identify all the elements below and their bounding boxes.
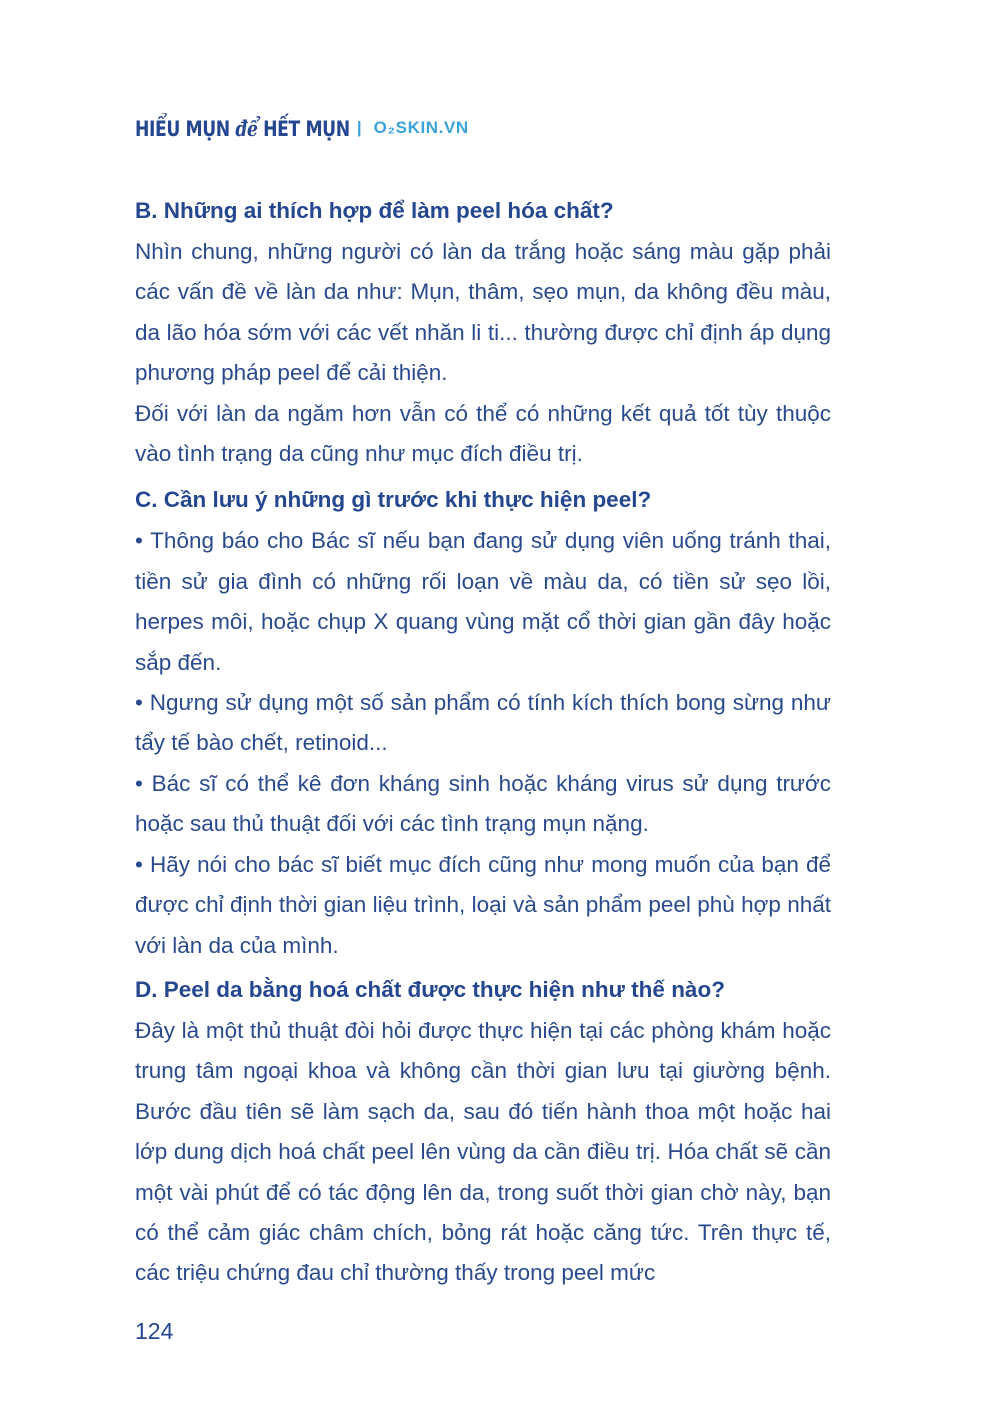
page-body	[135, 192, 831, 1294]
bullet-item: • Ngưng sử dụng một số sản phẩm có tính kích thích bong sừng như tẩy tế bào chết, retinoid...	[135, 690, 831, 756]
book-title	[135, 116, 350, 141]
section-heading: D. Peel da bằng hoá chất được thực hiện như thế nào?	[135, 976, 725, 1002]
section-b	[135, 192, 831, 474]
book-title-part2: HẾT MỤN	[263, 116, 350, 141]
section-heading: B. Những ai thích hợp để làm peel hóa chất?	[135, 198, 614, 223]
bullet-item: • Hãy nói cho bác sĩ biết mục đích cũng như mong muốn của bạn để được chỉ định thời gian liệu trình, loại và sản phẩm peel phù hợp nhất với làn da của mình.	[135, 851, 831, 958]
running-header	[135, 113, 469, 143]
bullet-item: • Bác sĩ có thể kê đơn kháng sinh hoặc kháng virus sử dụng trước hoặc sau thủ thuật đối với các tình trạng mụn nặng.	[135, 770, 831, 837]
paragraph: Đây là một thủ thuật đòi hỏi được thực hiện tại các phòng khám hoặc trung tâm ngoại khoa và không cần thời gian lưu tại giường bệnh. Bước đầu tiên sẽ làm sạch da, sau đó tiến hành thoa một hoặc hai lớp dung dịch hoá chất peel lên vùng da cần điều trị. Hóa chất sẽ cần một vài phút để có tác động lên da, trong suốt thời gian chờ này, bạn có thể cảm giác châm chích, bỏng rát hoặc căng tức. Trên thực tế, các triệu chứng đau chỉ thường thấy trong peel mức	[135, 1017, 831, 1286]
book-title-part1: HIỂU MỤN	[135, 116, 230, 141]
book-title-connector: để	[235, 115, 258, 141]
paragraph: Đối với làn da ngăm hơn vẫn có thể có những kết quả tốt tùy thuộc vào tình trạng da cũng như mục đích điều trị.	[135, 400, 831, 467]
section-c	[135, 481, 831, 965]
section-d	[135, 971, 831, 1294]
bullet-item: • Thông báo cho Bác sĩ nếu bạn đang sử dụng viên uống tránh thai, tiền sử gia đình có những rối loạn về màu da, có tiền sử sẹo lồi, herpes môi, hoặc chụp X quang vùng mặt cổ thời gian gần đây hoặc sắp đến.	[135, 528, 831, 675]
header-separator: |	[356, 118, 362, 137]
section-spacer	[135, 474, 831, 481]
paragraph: Nhìn chung, những người có làn da trắng hoặc sáng màu gặp phải các vấn đề về làn da như: Mụn, thâm, sẹo mụn, da không đều màu, da lão hóa sớm với các vết nhăn li ti... thường được chỉ định áp dụng phương pháp peel để cải thiện.	[135, 239, 831, 386]
website-label: O₂SKIN.VN	[373, 118, 469, 137]
section-heading: C. Cần lưu ý những gì trước khi thực hiện peel?	[135, 487, 652, 513]
page-number: 124	[135, 1318, 174, 1344]
